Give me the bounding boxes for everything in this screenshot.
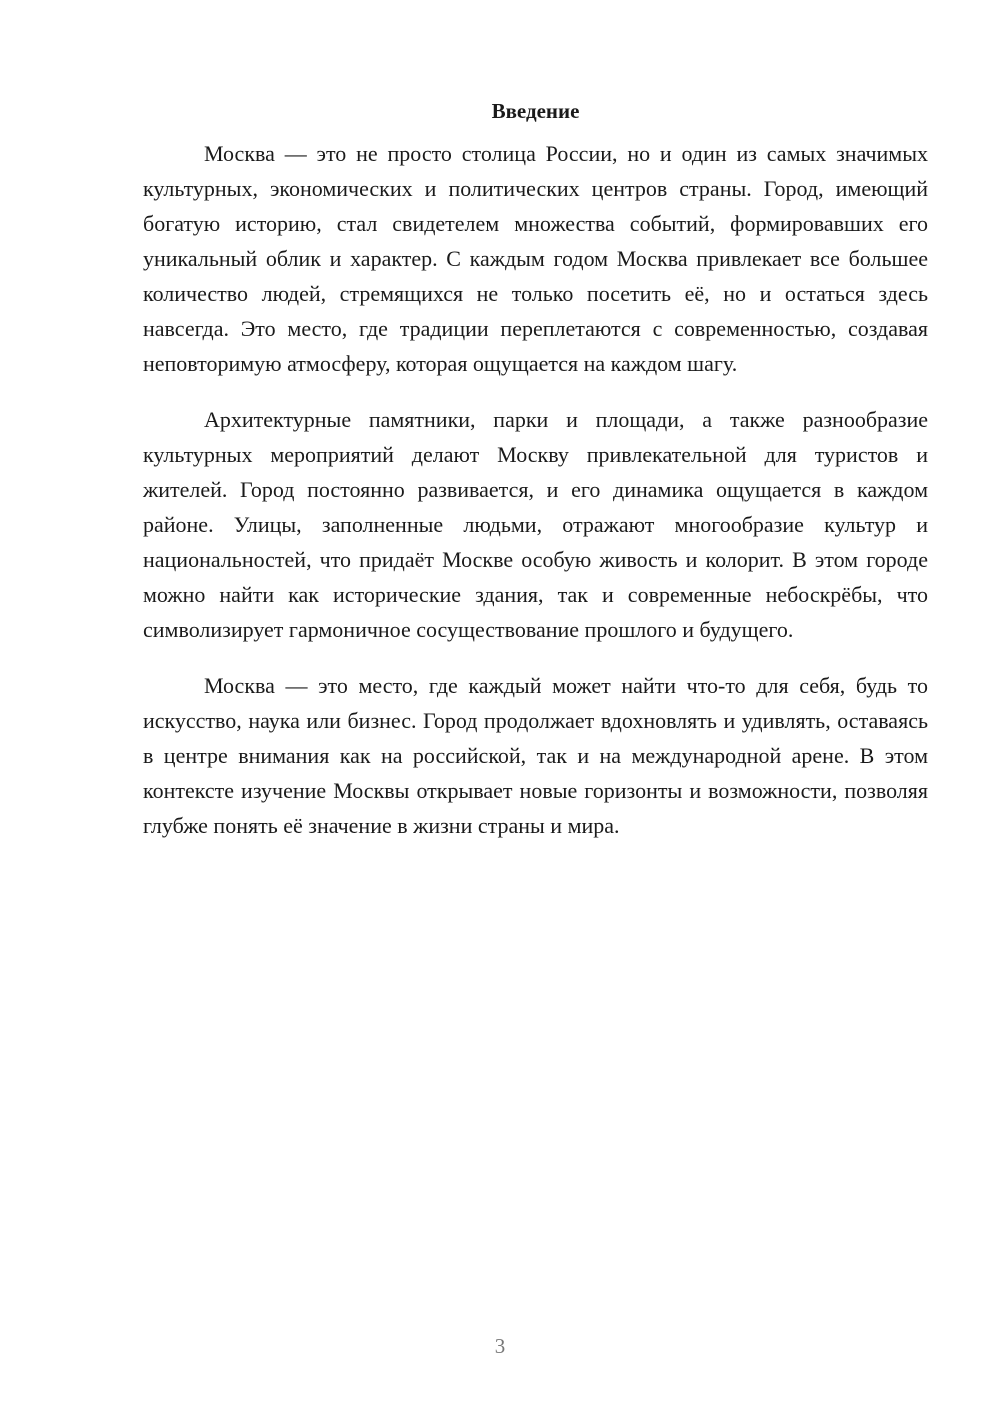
- paragraph-2: Архитектурные памятники, парки и площади, а также разнообразие культурных мероприятий делают Москву привлекательной для туристов и жителей. Город постоянно развивается, и его динамика ощущается в каждом районе. Улицы, заполненные людьми, отражают многообразие культур и национальностей, что придаёт Москве особую живость и колорит. В этом городе можно найти как исторические здания, так и современные небоскрёбы, что символизирует гармоничное сосуществование прошлого и будущего.: [143, 407, 928, 642]
- page-number: 3: [494, 1334, 506, 1358]
- section-title: Введение: [491, 99, 580, 123]
- paragraph-1: Москва — это не просто столица России, но и один из самых значимых культурных, экономических и политических центров страны. Город, имеющий богатую историю, стал свидетелем множества событий, формировавших его уникальный облик и характер. С каждым годом Москва привлекает все большее количество людей, стремящихся не только посетить её, но и остаться здесь навсегда. Это место, где традиции переплетаются с современностью, создавая неповторимую атмосферу, которая ощущается на каждом шагу.: [143, 141, 928, 376]
- paragraph-3: Москва — это место, где каждый может найти что-то для себя, будь то искусство, наука или бизнес. Город продолжает вдохновлять и удивлять, оставаясь в центре внимания как на российской, так и на международной арене. В этом контексте изучение Москвы открывает новые горизонты и возможности, позволяя глубже понять её значение в жизни страны и мира.: [143, 673, 928, 838]
- page-content: [143, 96, 928, 864]
